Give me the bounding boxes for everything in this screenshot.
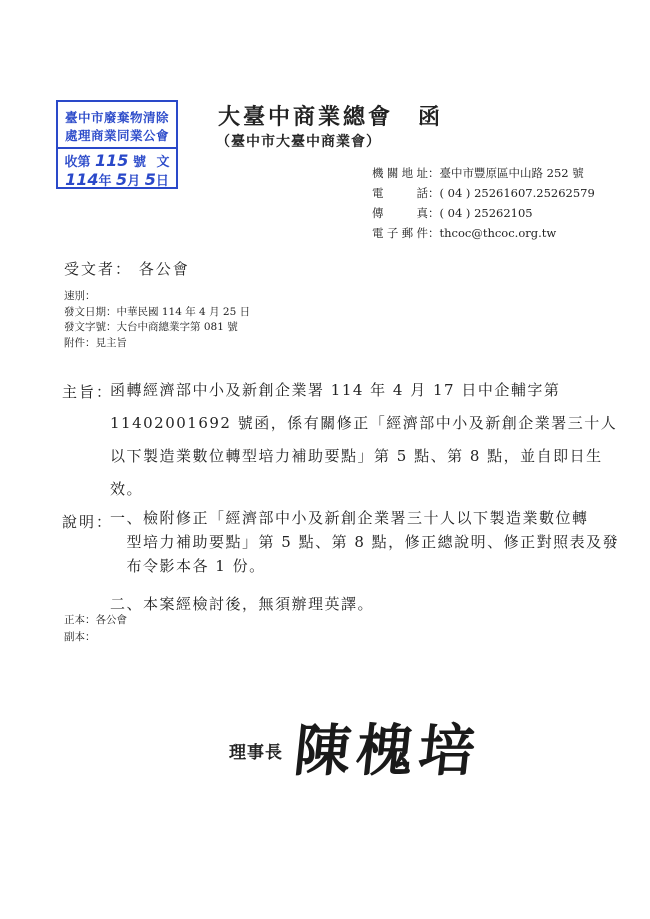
stamp-receipt-suffix: 號 <box>132 155 146 170</box>
stamp-day: 5 <box>144 170 156 189</box>
subject-body <box>110 374 618 506</box>
fax-value: ：( 04 ) 25262105 <box>428 206 533 220</box>
meta-date: 發文日期：中華民國 114 年 4 月 25 日 <box>64 305 251 318</box>
stamp-receipt-number: 115 <box>95 151 129 170</box>
address-label: 機關地址 <box>372 166 428 180</box>
recipient: 受文者： 各公會 <box>64 260 190 278</box>
stamp-org-line1: 臺中市廢棄物清除 <box>64 110 169 125</box>
signature-name: 陳槐培 <box>291 718 485 784</box>
stamp-org-line2: 處理商業同業公會 <box>64 128 169 143</box>
contact-email <box>372 223 595 243</box>
phone-label: 電 話 <box>372 186 428 200</box>
fax-label: 傳 真 <box>372 206 428 220</box>
stamp-month-label: 月 <box>127 174 141 189</box>
dispatch-meta <box>64 289 250 351</box>
stamp-year: 114 <box>65 170 99 189</box>
contact-address <box>372 163 595 183</box>
description-label: 說明： <box>62 513 114 531</box>
document-subtitle: （臺中市大臺中商業會） <box>216 134 381 150</box>
footer-original: 正本：各公會 <box>64 614 127 626</box>
subject-line: 11402001692 號函，係有關修正「經濟部中小及新創企業署三十人 <box>110 414 618 432</box>
description-item1-line: 型培力補助要點」第 5 點、第 8 點，修正總說明、修正對照表及發 <box>110 533 620 551</box>
contact-phone <box>372 183 595 203</box>
description-item1-line: 布令影本各 1 份。 <box>110 557 266 575</box>
description-item1-line: 一、檢附修正「經濟部中小及新創企業署三十人以下製造業數位轉 <box>110 509 589 527</box>
description-item2: 二、本案經檢討後，無須辦理英譯。 <box>110 595 375 613</box>
subject-line: 以下製造業數位轉型培力補助要點」第 5 點、第 8 點，並自即日生 <box>110 447 603 465</box>
meta-attachment: 附件：見主旨 <box>64 336 127 349</box>
stamp-receipt-prefix: 收第 <box>64 155 91 170</box>
meta-speed: 速別： <box>64 290 96 302</box>
stamp-receipt-row <box>58 151 176 170</box>
subject-line: 效。 <box>110 480 144 498</box>
footer-copy: 副本： <box>64 631 96 643</box>
meta-ref: 發文字號：大台中商總業字第 081 號 <box>64 321 238 333</box>
address-value: ：臺中市豐原區中山路 252 號 <box>428 166 584 180</box>
stamp-day-label: 日 <box>155 174 169 189</box>
stamp-date-row <box>58 170 176 189</box>
distribution-footer <box>64 612 127 646</box>
description-body <box>110 506 620 616</box>
subject-line: 函轉經濟部中小及新創企業署 114 年 4 月 17 日中企輔字第 <box>110 381 561 399</box>
document-title: 大臺中商業總會 函 <box>218 104 444 130</box>
stamp-year-label: 年 <box>98 174 112 189</box>
contact-fax <box>372 203 595 223</box>
receipt-stamp <box>56 100 178 189</box>
email-label: 電子郵件 <box>372 226 428 240</box>
stamp-divider <box>58 147 176 149</box>
email-value: ：thcoc@thcoc.org.tw <box>428 226 557 240</box>
signature-title: 理事長 <box>229 743 283 763</box>
stamp-month: 5 <box>116 170 128 189</box>
stamp-receipt-mark: 文 <box>156 155 170 170</box>
contact-block <box>372 163 595 243</box>
subject-label: 主旨： <box>62 383 114 401</box>
phone-value: ：( 04 ) 25261607.25262579 <box>428 186 595 200</box>
